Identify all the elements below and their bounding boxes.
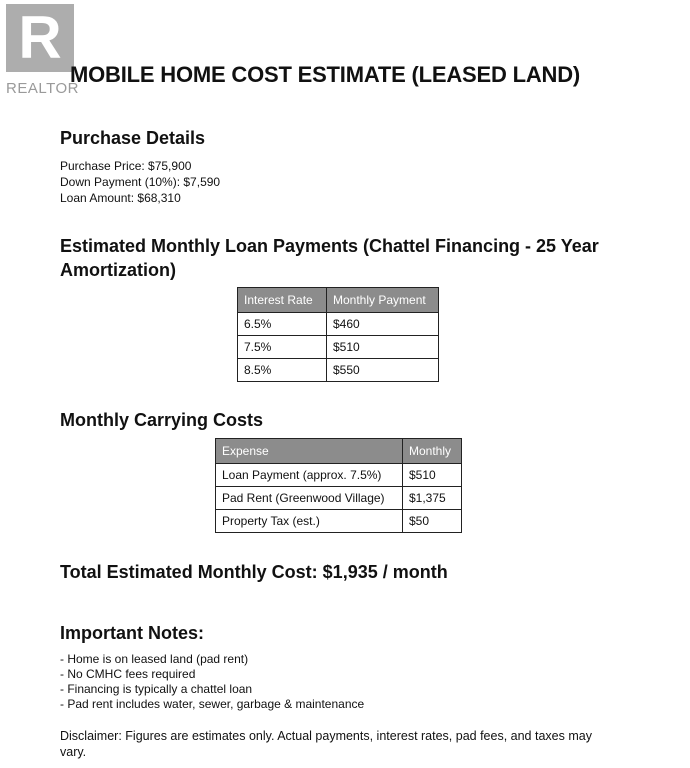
loan-payments-heading-line2: Amortization) [60, 260, 176, 280]
loan-payments-table [237, 287, 439, 382]
realtor-logo [6, 4, 79, 97]
down-payment: Down Payment (10%): $7,590 [60, 175, 221, 189]
notes-heading: Important Notes: [60, 623, 204, 643]
table-row [238, 336, 439, 359]
logo-text: REALTOR [6, 80, 79, 97]
table-cell: $460 [327, 313, 439, 336]
loan-payments-heading [60, 234, 599, 282]
table-cell: $50 [403, 510, 462, 533]
loan-amount: Loan Amount: $68,310 [60, 191, 181, 205]
table-cell: Property Tax (est.) [216, 510, 403, 533]
table-cell: $510 [403, 464, 462, 487]
table-cell: $1,375 [403, 487, 462, 510]
table-row [216, 487, 462, 510]
purchase-details [60, 158, 220, 206]
page-title: MOBILE HOME COST ESTIMATE (LEASED LAND) [70, 62, 581, 87]
notes-list [60, 652, 364, 712]
purchase-heading: Purchase Details [60, 128, 206, 148]
table-cell: 7.5% [238, 336, 327, 359]
table-cell: $550 [327, 359, 439, 382]
carrying-costs-table [215, 438, 462, 533]
list-item: - Pad rent includes water, sewer, garbage & maintenance [60, 697, 365, 711]
table-cell: 8.5% [238, 359, 327, 382]
list-item: - No CMHC fees required [60, 667, 196, 681]
disclaimer-line2: vary. [60, 745, 87, 759]
table-header-row [216, 439, 462, 464]
table-cell: Pad Rent (Greenwood Village) [216, 487, 403, 510]
list-item: - Financing is typically a chattel loan [60, 682, 253, 696]
disclaimer-line1: Disclaimer: Figures are estimates only. Actual payments, interest rates, pad fees, and taxes may [60, 729, 592, 743]
table-cell: Loan Payment (approx. 7.5%) [216, 464, 403, 487]
column-header: Monthly Payment [327, 288, 439, 313]
purchase-price: Purchase Price: $75,900 [60, 159, 192, 173]
disclaimer [60, 728, 592, 760]
column-header: Monthly [403, 439, 462, 464]
column-header: Interest Rate [238, 288, 327, 313]
table-row [238, 359, 439, 382]
column-header: Expense [216, 439, 403, 464]
total-monthly-cost: Total Estimated Monthly Cost: $1,935 / month [60, 562, 448, 582]
table-cell: 6.5% [238, 313, 327, 336]
table-row [238, 313, 439, 336]
logo-letter: R [18, 4, 62, 71]
loan-payments-heading-line1: Estimated Monthly Loan Payments (Chattel Financing - 25 Year [60, 236, 599, 256]
table-cell: $510 [327, 336, 439, 359]
carrying-costs-heading: Monthly Carrying Costs [60, 410, 264, 430]
list-item: - Home is on leased land (pad rent) [60, 652, 249, 666]
table-row [216, 510, 462, 533]
table-row [216, 464, 462, 487]
table-header-row [238, 288, 439, 313]
